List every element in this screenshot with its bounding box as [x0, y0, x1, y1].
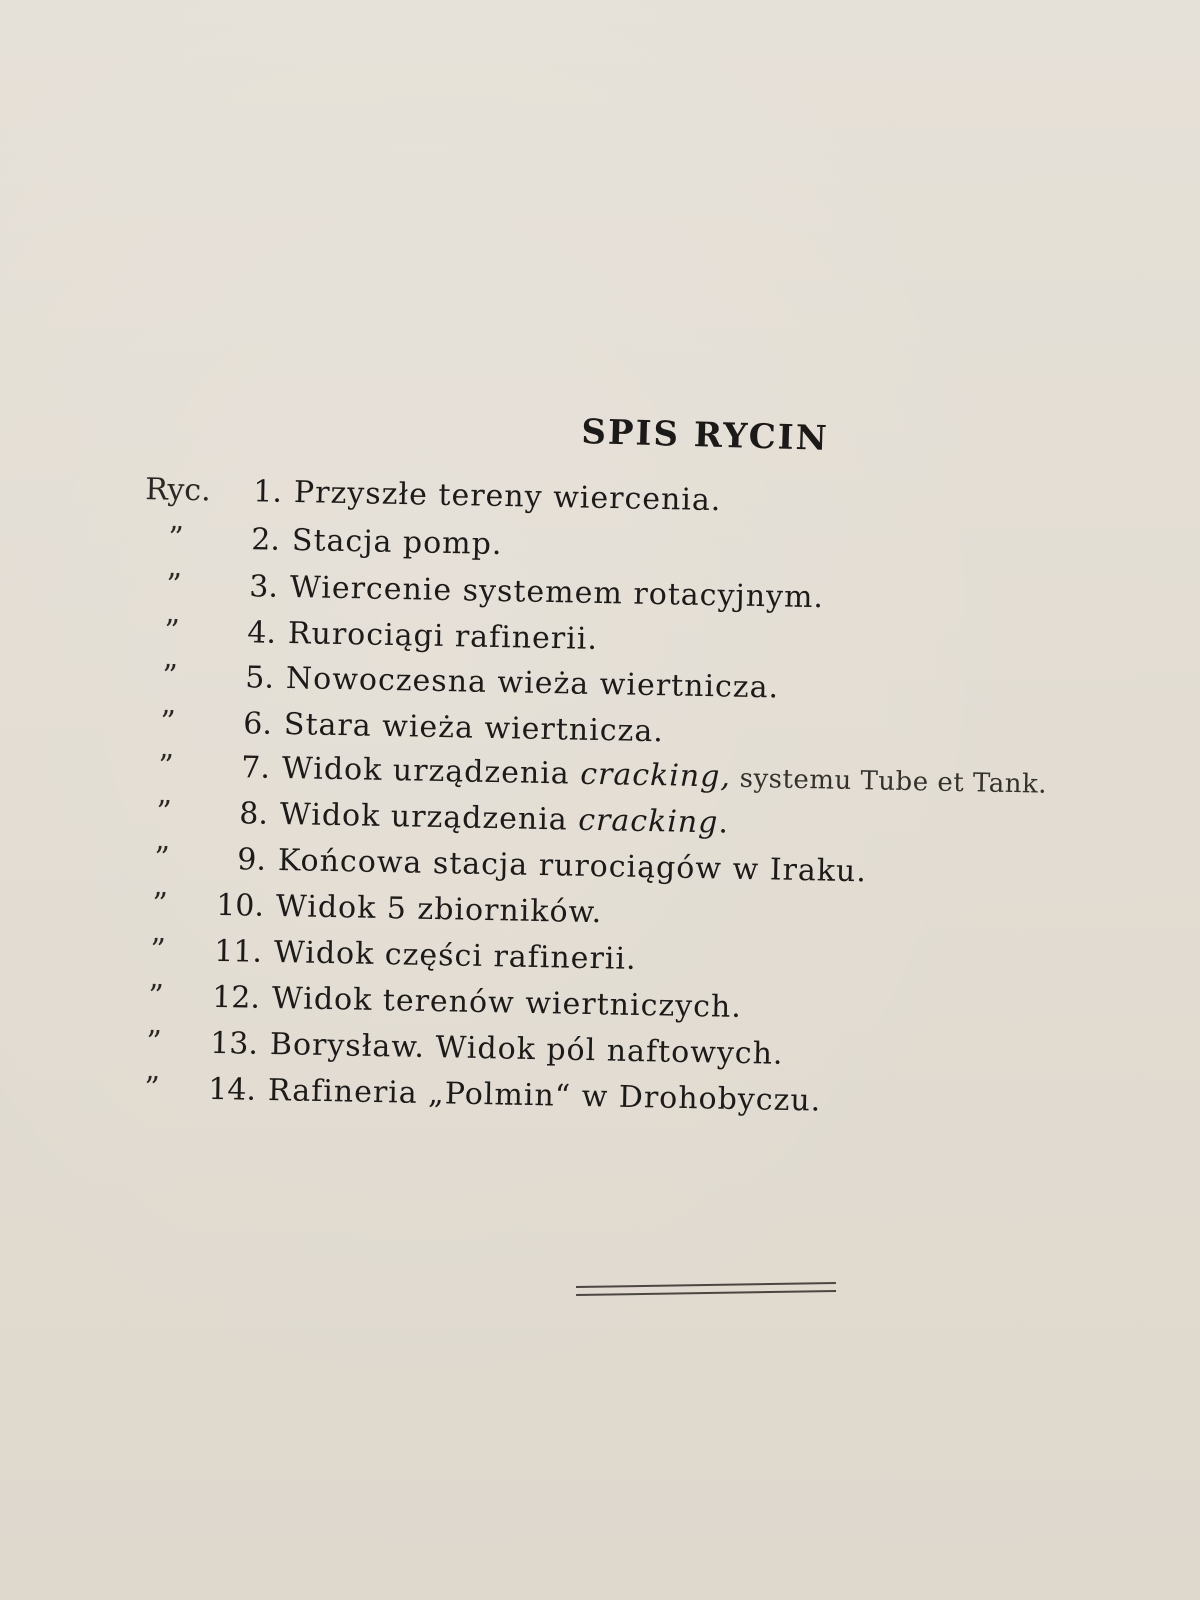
- entry-caption: Stara wieża wiertnicza.: [283, 706, 665, 750]
- caption-italic-term: cracking: [577, 802, 719, 841]
- figure-entry: [128, 702, 665, 750]
- entry-number: 8.: [239, 796, 269, 832]
- figure-entry: [114, 1022, 784, 1072]
- entry-number: 11.: [213, 933, 263, 970]
- entry-caption: Rafineria „Polmin“ w Drohobyczu.: [267, 1072, 822, 1119]
- ditto-mark: ”: [149, 932, 167, 968]
- entry-caption: Widok terenów wiertniczych.: [271, 980, 743, 1026]
- entry-number: 12.: [211, 979, 261, 1016]
- entry-caption: Końcowa stacja rurociągów w Iraku.: [277, 842, 868, 890]
- entry-number: 5.: [245, 660, 275, 696]
- ditto-mark: ”: [167, 520, 185, 556]
- entry-number: 14.: [207, 1071, 257, 1108]
- ditto-mark: ”: [151, 886, 169, 922]
- ditto-mark: ”: [147, 978, 165, 1014]
- ditto-mark: ”: [161, 658, 179, 694]
- entry-caption: Stacja pomp.: [291, 522, 503, 563]
- entry-number: 6.: [243, 706, 273, 742]
- entry-caption: [280, 795, 730, 844]
- entry-caption: Borysław. Widok pól naftowych.: [269, 1026, 784, 1072]
- entry-caption: Przyszłe tereny wiercenia.: [293, 474, 722, 519]
- figure-entry: [116, 976, 743, 1026]
- caption-part: systemu Tube et Tank.: [730, 763, 1048, 800]
- ditto-mark: ”: [153, 840, 171, 876]
- entry-number: 10.: [215, 887, 265, 924]
- figure-entry: [120, 884, 603, 931]
- figure-entry: [126, 746, 1048, 800]
- page-title: SPIS RYCIN: [580, 412, 830, 459]
- figure-entry: [138, 470, 722, 519]
- caption-part: .: [718, 805, 730, 841]
- ditto-mark: ”: [155, 794, 173, 830]
- figure-entry: [136, 518, 503, 563]
- entry-caption: Widok 5 zbiorników.: [275, 888, 603, 931]
- figure-entry: [130, 656, 780, 706]
- figure-entry: [112, 1068, 822, 1119]
- ditto-mark: ”: [145, 1024, 163, 1060]
- caption-part: Widok urządzenia: [281, 750, 581, 792]
- entry-caption: Rurociągi rafinerii.: [287, 615, 599, 657]
- figure-entry: [118, 930, 637, 977]
- ditto-mark: ”: [165, 567, 183, 603]
- caption-italic-term: cracking,: [579, 756, 732, 795]
- figure-entry: [134, 565, 825, 616]
- entry-number: 2.: [251, 522, 281, 558]
- ditto-mark: ”: [157, 748, 175, 784]
- ditto-mark: ”: [143, 1070, 161, 1106]
- entry-number: 4.: [247, 615, 277, 651]
- entry-prefix: Ryc.: [144, 472, 212, 509]
- figure-entry: [124, 792, 730, 841]
- entry-number: 13.: [209, 1025, 259, 1062]
- figure-entry: [122, 838, 868, 890]
- entry-number: 1.: [253, 474, 283, 510]
- entry-caption: Nowoczesna wieża wiertnicza.: [285, 660, 780, 706]
- entry-number: 3.: [249, 569, 279, 605]
- entry-number: 7.: [241, 750, 271, 786]
- figure-entry: [132, 611, 599, 657]
- entry-caption: Wiercenie systemem rotacyjnym.: [289, 569, 825, 616]
- ditto-mark: ”: [159, 704, 177, 740]
- caption-part: Widok urządzenia: [279, 796, 579, 838]
- ditto-mark: ”: [163, 613, 181, 649]
- entry-caption: Widok części rafinerii.: [273, 934, 637, 977]
- entry-number: 9.: [237, 842, 267, 878]
